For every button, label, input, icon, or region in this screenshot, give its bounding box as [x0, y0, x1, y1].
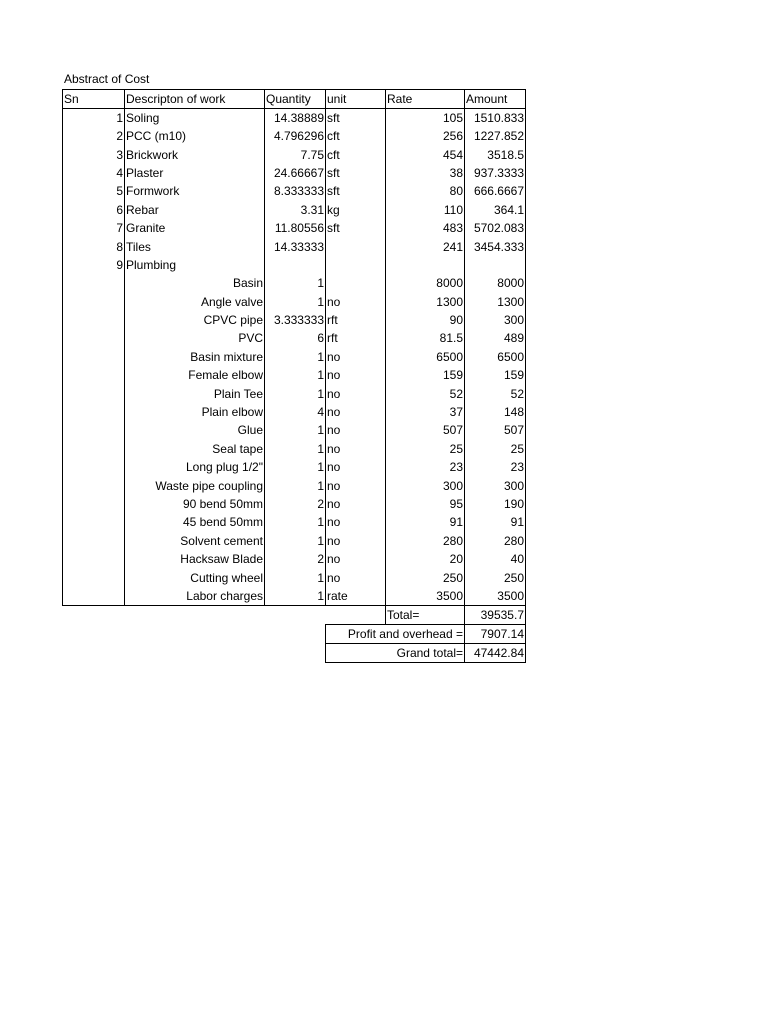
rate-cell: 25	[386, 440, 465, 458]
description-cell: Waste pipe coupling	[125, 476, 265, 494]
sn-cell	[63, 293, 125, 311]
cost-table-body	[63, 90, 526, 606]
unit-cell: no	[326, 384, 386, 402]
unit-cell: no	[326, 532, 386, 550]
header-row	[63, 90, 526, 109]
rate-cell: 110	[386, 201, 465, 219]
rate-cell: 483	[386, 219, 465, 237]
sn-cell: 1	[63, 109, 125, 128]
rate-cell: 81.5	[386, 329, 465, 347]
description-cell: Long plug 1/2"	[125, 458, 265, 476]
unit-cell: no	[326, 476, 386, 494]
header-description: Descripton of work	[125, 90, 265, 109]
description-cell: Cutting wheel	[125, 568, 265, 586]
description-cell: Hacksaw Blade	[125, 550, 265, 568]
quantity-cell: 8.333333	[265, 182, 326, 200]
table-row	[63, 182, 526, 200]
amount-cell: 8000	[465, 274, 526, 292]
rate-cell: 90	[386, 311, 465, 329]
cost-table	[62, 89, 526, 663]
amount-cell: 148	[465, 403, 526, 421]
quantity-cell: 3.333333	[265, 311, 326, 329]
table-row	[63, 293, 526, 311]
description-cell: Tiles	[125, 237, 265, 255]
unit-cell: rft	[326, 329, 386, 347]
table-row	[63, 403, 526, 421]
quantity-cell: 24.66667	[265, 164, 326, 182]
description-cell: Seal tape	[125, 440, 265, 458]
unit-cell: no	[326, 348, 386, 366]
description-cell: Basin	[125, 274, 265, 292]
description-cell: Soling	[125, 109, 265, 128]
amount-cell: 23	[465, 458, 526, 476]
quantity-cell: 1	[265, 384, 326, 402]
amount-cell: 489	[465, 329, 526, 347]
quantity-cell: 1	[265, 366, 326, 384]
sn-cell	[63, 568, 125, 586]
sn-cell: 8	[63, 237, 125, 255]
table-row	[63, 219, 526, 237]
rate-cell: 454	[386, 145, 465, 163]
table-row	[63, 550, 526, 568]
sheet-title: Abstract of Cost	[64, 72, 150, 86]
description-cell: Basin mixture	[125, 348, 265, 366]
sn-cell	[63, 440, 125, 458]
description-cell: Plain Tee	[125, 384, 265, 402]
sn-cell	[63, 384, 125, 402]
amount-cell: 159	[465, 366, 526, 384]
sn-cell: 4	[63, 164, 125, 182]
amount-cell: 40	[465, 550, 526, 568]
description-cell: PCC (m10)	[125, 127, 265, 145]
table-row	[63, 384, 526, 402]
table-row	[63, 201, 526, 219]
header-unit: unit	[326, 90, 386, 109]
summary-block	[63, 605, 526, 662]
amount-cell: 1227.852	[465, 127, 526, 145]
amount-cell: 1510.833	[465, 109, 526, 128]
amount-cell: 300	[465, 476, 526, 494]
amount-cell: 6500	[465, 348, 526, 366]
rate-cell: 91	[386, 513, 465, 531]
sn-cell	[63, 348, 125, 366]
rate-cell: 20	[386, 550, 465, 568]
unit-cell: no	[326, 403, 386, 421]
rate-cell: 38	[386, 164, 465, 182]
table-row	[63, 421, 526, 439]
quantity-cell: 1	[265, 476, 326, 494]
rate-cell: 300	[386, 476, 465, 494]
table-row	[63, 513, 526, 531]
unit-cell: no	[326, 568, 386, 586]
quantity-cell: 1	[265, 440, 326, 458]
table-row	[63, 109, 526, 128]
unit-cell: no	[326, 421, 386, 439]
unit-cell: cft	[326, 145, 386, 163]
total-label: Total=	[386, 605, 465, 624]
description-cell: Glue	[125, 421, 265, 439]
grand-total-row	[63, 643, 526, 662]
header-amount: Amount	[465, 90, 526, 109]
amount-cell: 507	[465, 421, 526, 439]
table-row	[63, 476, 526, 494]
sn-cell	[63, 329, 125, 347]
header-sn: Sn	[63, 90, 125, 109]
amount-cell: 3500	[465, 587, 526, 606]
amount-cell: 190	[465, 495, 526, 513]
amount-cell: 364.1	[465, 201, 526, 219]
table-row	[63, 274, 526, 292]
description-cell: Rebar	[125, 201, 265, 219]
description-cell: Female elbow	[125, 366, 265, 384]
amount-cell: 3454.333	[465, 237, 526, 255]
amount-cell: 25	[465, 440, 526, 458]
quantity-cell: 6	[265, 329, 326, 347]
unit-cell: rft	[326, 311, 386, 329]
rate-cell: 241	[386, 237, 465, 255]
quantity-cell: 1	[265, 293, 326, 311]
sn-cell	[63, 421, 125, 439]
sn-cell: 6	[63, 201, 125, 219]
unit-cell: no	[326, 513, 386, 531]
rate-cell: 507	[386, 421, 465, 439]
quantity-cell: 11.80556	[265, 219, 326, 237]
sn-cell: 7	[63, 219, 125, 237]
description-cell: PVC	[125, 329, 265, 347]
quantity-cell: 2	[265, 495, 326, 513]
table-row	[63, 145, 526, 163]
header-quantity: Quantity	[265, 90, 326, 109]
table-row	[63, 587, 526, 606]
quantity-cell: 1	[265, 421, 326, 439]
rate-cell: 280	[386, 532, 465, 550]
unit-cell: no	[326, 458, 386, 476]
unit-cell	[326, 274, 386, 292]
quantity-cell: 1	[265, 513, 326, 531]
table-row	[63, 458, 526, 476]
grand-total-value: 47442.84	[465, 643, 526, 662]
unit-cell: rate	[326, 587, 386, 606]
header-rate: Rate	[386, 90, 465, 109]
unit-cell: no	[326, 440, 386, 458]
sn-cell: 5	[63, 182, 125, 200]
quantity-cell: 1	[265, 348, 326, 366]
quantity-cell: 1	[265, 274, 326, 292]
sn-cell	[63, 550, 125, 568]
quantity-cell: 1	[265, 532, 326, 550]
table-row	[63, 348, 526, 366]
unit-cell: no	[326, 293, 386, 311]
sn-cell	[63, 311, 125, 329]
unit-cell: sft	[326, 109, 386, 128]
table-row	[63, 237, 526, 255]
unit-cell: cft	[326, 127, 386, 145]
description-cell: Formwork	[125, 182, 265, 200]
quantity-cell: 1	[265, 568, 326, 586]
unit-cell: sft	[326, 182, 386, 200]
unit-cell: no	[326, 550, 386, 568]
rate-cell: 250	[386, 568, 465, 586]
description-cell: 90 bend 50mm	[125, 495, 265, 513]
sn-cell: 3	[63, 145, 125, 163]
sn-cell	[63, 403, 125, 421]
rate-cell: 80	[386, 182, 465, 200]
description-cell: 45 bend 50mm	[125, 513, 265, 531]
table-row	[63, 311, 526, 329]
table-row	[63, 440, 526, 458]
amount-cell: 91	[465, 513, 526, 531]
rate-cell: 256	[386, 127, 465, 145]
description-cell: Brickwork	[125, 145, 265, 163]
amount-cell: 300	[465, 311, 526, 329]
amount-cell: 250	[465, 568, 526, 586]
sn-cell	[63, 366, 125, 384]
description-cell: Labor charges	[125, 587, 265, 606]
quantity-cell: 1	[265, 587, 326, 606]
description-cell: Plain elbow	[125, 403, 265, 421]
description-cell: CPVC pipe	[125, 311, 265, 329]
unit-cell: sft	[326, 164, 386, 182]
sn-cell: 9	[63, 256, 125, 274]
rate-cell: 6500	[386, 348, 465, 366]
rate-cell: 8000	[386, 274, 465, 292]
description-cell: Angle valve	[125, 293, 265, 311]
unit-cell: no	[326, 495, 386, 513]
description-cell: Granite	[125, 219, 265, 237]
description-cell: Plumbing	[125, 256, 265, 274]
table-row	[63, 127, 526, 145]
table-row	[63, 366, 526, 384]
amount-cell: 280	[465, 532, 526, 550]
total-value: 39535.7	[465, 605, 526, 624]
amount-cell: 5702.083	[465, 219, 526, 237]
quantity-cell: 4.796296	[265, 127, 326, 145]
quantity-cell: 3.31	[265, 201, 326, 219]
amount-cell: 666.6667	[465, 182, 526, 200]
total-row	[63, 605, 526, 624]
quantity-cell: 4	[265, 403, 326, 421]
sn-cell	[63, 513, 125, 531]
unit-cell	[326, 237, 386, 255]
description-cell: Solvent cement	[125, 532, 265, 550]
rate-cell: 1300	[386, 293, 465, 311]
rate-cell: 95	[386, 495, 465, 513]
table-row	[63, 568, 526, 586]
table-row	[63, 495, 526, 513]
sn-cell	[63, 476, 125, 494]
sn-cell	[63, 495, 125, 513]
amount-cell: 937.3333	[465, 164, 526, 182]
sn-cell	[63, 274, 125, 292]
rate-cell: 105	[386, 109, 465, 128]
sn-cell	[63, 458, 125, 476]
sn-cell	[63, 532, 125, 550]
table-row	[63, 164, 526, 182]
profit-value: 7907.14	[465, 624, 526, 643]
unit-cell: sft	[326, 219, 386, 237]
quantity-cell: 14.33333	[265, 237, 326, 255]
rate-cell: 159	[386, 366, 465, 384]
table-row	[63, 256, 526, 274]
table-row	[63, 532, 526, 550]
description-cell: Plaster	[125, 164, 265, 182]
unit-cell	[326, 256, 386, 274]
rate-cell: 52	[386, 384, 465, 402]
sn-cell: 2	[63, 127, 125, 145]
profit-label: Profit and overhead =	[326, 624, 465, 643]
unit-cell: no	[326, 366, 386, 384]
sn-cell	[63, 587, 125, 606]
amount-cell	[465, 256, 526, 274]
quantity-cell: 7.75	[265, 145, 326, 163]
quantity-cell: 2	[265, 550, 326, 568]
rate-cell: 3500	[386, 587, 465, 606]
rate-cell	[386, 256, 465, 274]
table-row	[63, 329, 526, 347]
profit-row	[63, 624, 526, 643]
rate-cell: 23	[386, 458, 465, 476]
amount-cell: 52	[465, 384, 526, 402]
quantity-cell	[265, 256, 326, 274]
rate-cell: 37	[386, 403, 465, 421]
quantity-cell: 1	[265, 458, 326, 476]
grand-total-label: Grand total=	[326, 643, 465, 662]
unit-cell: kg	[326, 201, 386, 219]
amount-cell: 3518.5	[465, 145, 526, 163]
amount-cell: 1300	[465, 293, 526, 311]
quantity-cell: 14.38889	[265, 109, 326, 128]
